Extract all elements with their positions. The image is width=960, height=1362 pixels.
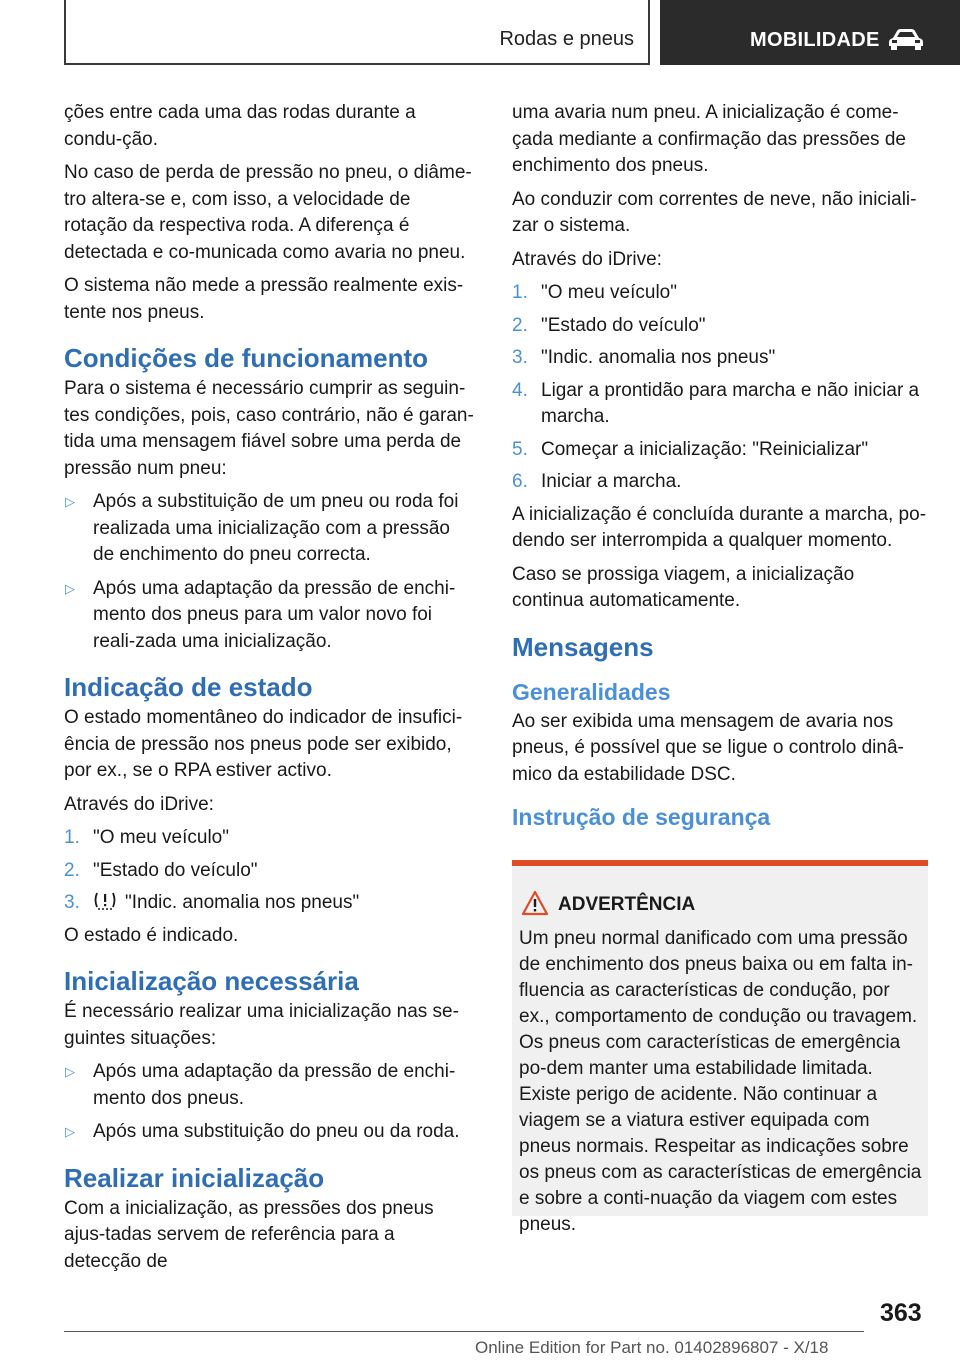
header-section-box — [64, 0, 650, 65]
paragraph: A inicialização é concluída durante a marcha, po-dendo ser interrompida a qualquer momento. — [512, 503, 927, 551]
warning-box — [512, 860, 928, 1235]
list-item: ▷ Após a substituição de um pneu ou roda foi realizada uma inicialização com a pressão de enchimento do pneu correcta. — [65, 491, 459, 565]
bullet-triangle-icon: ▷ — [65, 580, 75, 596]
list-item: ▷ Após uma adaptação da pressão de enchi-mento dos pneus. — [65, 1061, 456, 1109]
bullet-triangle-icon: ▷ — [65, 1064, 75, 1079]
header-chapter-box — [660, 0, 960, 65]
heading-instrucao-seguranca: Instrução de segurança — [512, 804, 771, 830]
page-number: 363 — [880, 1299, 922, 1327]
right-column — [512, 100, 928, 834]
bullet-triangle-icon: ▷ — [65, 494, 75, 509]
heading-generalidades: Generalidades — [512, 678, 671, 705]
step-item: 6. Iniciar a marcha. — [512, 471, 682, 492]
warning-title: ADVERTÊNCIA — [558, 894, 696, 915]
step-item: 2. "Estado do veículo" — [64, 859, 258, 881]
paragraph: uma avaria num pneu. A inicialização é come-çada mediante a confirmação das pressões de enchimento dos pneus. — [512, 102, 906, 176]
warning-text: Um pneu normal danificado com uma pressão de enchimento dos pneus baixa ou em falta in-fluencia as características de condução, por ex., comportamento de condução ou travagem. Os pneus com características de emergência po-dem manter uma estabilidade limitada. Existe perigo de acidente. Não continuar a viagem se a viatura estiver equipada com pneus normais. Respeitar as indicações sobre os pneus com as características de emergência e sobre a conti-nuação da viagem com estes pneus. — [519, 928, 922, 1235]
paragraph: ções entre cada uma das rodas durante a condu-ção. — [64, 102, 416, 150]
paragraph: Para o sistema é necessário cumprir as seguin-tes condições, pois, caso contrário, não é garan-tida uma mensagem fiável sobre uma perda de pressão num pneu: — [64, 378, 474, 479]
heading-mensagens: Mensagens — [512, 631, 654, 662]
step-item: 2. "Estado do veículo" — [512, 314, 706, 336]
step-item: 5. Começar a inicialização: "Reinicializar" — [512, 438, 869, 460]
footer-divider — [64, 1331, 864, 1332]
car-icon — [887, 28, 925, 50]
paragraph: Caso se prossiga viagem, a inicialização continua automaticamente. — [512, 563, 855, 611]
step-item: 3. "Indic. anomalia nos pneus" — [64, 892, 360, 913]
heading-indicacao: Indicação de estado — [64, 672, 313, 702]
paragraph: O sistema não mede a pressão realmente exis-tente nos pneus. — [64, 275, 464, 323]
heading-condicoes: Condições de funcionamento — [64, 343, 429, 373]
step-item: 1. "O meu veículo" — [512, 282, 677, 303]
list-item: ▷ Após uma adaptação da pressão de enchi-mento dos pneus para um valor novo foi reali-zada uma inicialização. — [65, 577, 456, 652]
paragraph: Através do iDrive: — [512, 248, 662, 270]
left-column — [64, 100, 476, 1282]
step-item: 3. "Indic. anomalia nos pneus" — [512, 347, 776, 368]
bullet-triangle-icon: ▷ — [65, 1124, 75, 1139]
paragraph: Ao conduzir com correntes de neve, não iniciali-zar o sistema. — [512, 188, 917, 236]
list-item: ▷ Após uma substituição do pneu ou da roda. — [64, 1119, 476, 1146]
warning-triangle-icon — [521, 890, 549, 916]
footer-edition: Online Edition for Part no. 01402896807 - X/18 — [475, 1338, 829, 1357]
step-item: 4. Ligar a prontidão para marcha e não iniciar a marcha. — [512, 379, 920, 427]
paragraph: Com a inicialização, as pressões dos pneus ajus-tadas servem de referência para a detecção de — [64, 1197, 434, 1272]
chapter-title: MOBILIDADE — [750, 29, 880, 51]
paragraph: Através do iDrive: — [64, 793, 214, 815]
paragraph: O estado momentâneo do indicador de insufici-ência de pressão nos pneus pode ser exibido, por ex., se o RPA estiver activo. — [64, 707, 463, 781]
tire-warning-icon — [93, 890, 117, 912]
paragraph: É necessário realizar uma inicialização nas se-guintes situações: — [64, 1001, 459, 1049]
heading-realizar-inicializacao: Realizar inicialização — [64, 1162, 325, 1193]
section-title: Rodas e pneus — [499, 28, 634, 50]
step-item: 1. "O meu veículo" — [64, 827, 229, 848]
heading-inicializacao-necessaria: Inicialização necessária — [64, 966, 359, 996]
paragraph: O estado é indicado. — [64, 924, 239, 946]
paragraph: Ao ser exibida uma mensagem de avaria nos pneus, é possível que se ligue o controlo dinâ-mico da estabilidade DSC. — [512, 710, 904, 785]
paragraph: No caso de perda de pressão no pneu, o diâme-tro altera-se e, com isso, a velocidade de rotação da respectiva roda. A diferença é detectada e co-municada como avaria no pneu. — [64, 162, 472, 263]
